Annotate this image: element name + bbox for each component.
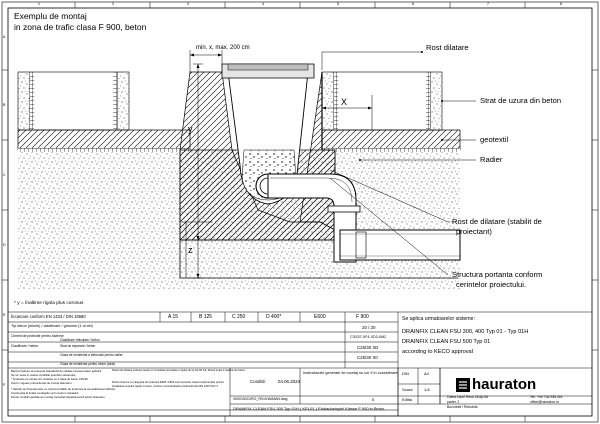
phone: Tel.: +40 744 935 301 <box>530 395 563 399</box>
frame-letter-a: A <box>3 35 6 39</box>
class-c250: C 250 <box>232 314 246 320</box>
table-load-class-header: Încarcare conform EN 1433 / DIN 19580 <box>11 314 86 319</box>
f900-thickness: 20 / 20 <box>362 325 376 330</box>
callout-geotextil: geotextil <box>480 135 509 144</box>
table-separation-row: Strat de separare / beton <box>60 344 96 348</box>
system-1: DRAINFIX CLEAN FSU 300, 400 Typ 01 - Typ 01H <box>402 329 529 335</box>
edition-label: Editia <box>402 397 413 402</box>
f900-concrete: C30/37-XF4-XD3-XM2 <box>350 335 387 339</box>
note-right-1: Rostul de dilatare trebuie prevazut în imediata vecinatate a rigolei de tip SA F8 Gb. Rostul poate fi realizat din beton. <box>112 369 246 372</box>
hauraton-logo <box>456 378 470 392</box>
frame-letter-b: B <box>3 103 6 107</box>
email: office@hauraton.ro <box>530 400 559 404</box>
scale-label: Scara <box>402 387 413 392</box>
class-d400: D 400* <box>266 314 282 320</box>
class-e600: E600 <box>314 314 326 320</box>
drawing-number: 000015/01/RO_R01/HAIMAN.dwg <box>233 397 288 401</box>
note-right-3: încadrarea corpului rigolei în beton, conform recomandarilor producatorului DIN 1200 FSU 4. <box>112 385 219 388</box>
f900-layer: C25/30 X0 <box>357 355 378 360</box>
table-classification-row: Clasificare / beton <box>11 344 39 348</box>
frame-number-8: 8 <box>560 2 562 6</box>
drawing-title-line-2: in zona de trafic clasa F 900, beton <box>14 22 147 32</box>
callout-strat-uzura: Strat de uzura din beton <box>480 96 562 105</box>
brand-name: hauraton <box>472 376 537 393</box>
footer-title: DRAINFIX CLEAN FSU 300 Typ 01H ( KEL01 ) Einbaubeispiel Klasse F 900 in Beton <box>233 406 385 411</box>
note-left-5: * Valorile de dimensionare nu includ conditiile de încarcare la semnalizarea traficului. <box>11 387 116 391</box>
note-left-1: Betonul trebuie sa respecte standardul de calitate corespunzator aplicarii. <box>11 369 102 373</box>
drawing-title-line-1: Exemplu de montaj <box>14 11 87 21</box>
din-label: DIN <box>402 371 409 376</box>
class-b125: B 125 <box>199 314 213 320</box>
frame-letter-d: D <box>3 243 6 247</box>
address-line-2: parter, 2 <box>447 400 460 404</box>
note-left-6: Constructia la finalul montajului va fi conform standard. <box>11 391 79 395</box>
callout-rost-stabilit-line-2: proiectant) <box>456 227 492 236</box>
callout-radier: Radier <box>480 155 503 164</box>
frame-number-7: 7 <box>487 2 489 6</box>
condition-label: Conditii: <box>250 379 266 384</box>
frame-number-1: 1 <box>38 2 40 6</box>
f900-radier: C25/30 XD <box>357 345 379 350</box>
callout-rost-dilatare: Rost dilatare <box>426 43 469 52</box>
frame-letter-f: F <box>3 383 6 387</box>
address-line-1: Calea Lacul Rosu 18 Ap.55 <box>447 395 489 399</box>
footnote: * y = înaltime rigola plus coronus <box>14 301 84 306</box>
note-left-4: Sunt în vigoare instructiunile de montaj Hauraton. <box>11 381 73 385</box>
instructions-note: Instructiunile generale de montaj nu vor fi în considerare <box>303 371 398 375</box>
class-f900: F 900 <box>356 314 369 320</box>
table-layer-class-row: Clasa de rezistenta pentru beton (strat) <box>60 362 116 366</box>
date-value: 04.06.2024 <box>278 379 300 384</box>
table-reticulation-row: Clasificare reticulare / beton <box>60 338 100 342</box>
dimension-y-label: y <box>188 124 193 134</box>
table-concrete-row: Tip beton (minim) / clasificare / grosime (1 al cel) <box>11 324 93 328</box>
class-a15: A 15 <box>168 314 179 320</box>
callout-rost-stabilit-line-1: Rost de dilatare (stabilit de <box>452 217 542 226</box>
frame-number-4: 4 <box>262 2 264 6</box>
scale-value: 1:8 <box>424 387 430 392</box>
frame-letter-e: E <box>3 313 6 317</box>
table-cement-row: Ciment de protectie pentru sisteme <box>11 334 64 338</box>
frame-number-5: 5 <box>337 2 339 6</box>
cross-section-drawing <box>18 50 476 290</box>
system-2: DRAINFIX CLEAN FSU 500 Typ 01 <box>402 339 491 345</box>
system-3: according to KECO approval <box>402 349 473 355</box>
frame-number-3: 3 <box>187 2 189 6</box>
address-line-3: Bucuresti / Romania <box>447 405 478 409</box>
note-left-2: Se vor avea în vedere conditiile specifice santierului. <box>11 373 76 377</box>
systems-label: Se aplica urmatoarelor sisteme: <box>402 316 475 322</box>
callout-structura-line-2: cerintelor proiectului. <box>456 280 527 289</box>
table-radier-class-row: Clasa de rezistenta a betonului pentru radier <box>60 353 123 357</box>
dimension-x-label: X <box>341 97 348 107</box>
sheet-number: 5 <box>372 397 375 402</box>
note-right-2: Pentru sisteme cu categoria de încarcare E600 / F900 sunt necesare masuri suplimentare privind <box>112 381 224 384</box>
note-left-3: * Încarcare pe oricare din variante cu 4 clasa de beton C25/30. <box>11 377 89 381</box>
note-left-7: Pentru conditii speciale de montaj consultati departamentul tehnic Hauraton. <box>11 395 106 399</box>
min-max-dimension-label: min. x, max. 200 cm <box>196 45 250 51</box>
callout-structura-line-1: Structura portanta conform <box>452 270 543 279</box>
frame-letter-c: C <box>3 173 6 177</box>
dimension-z-label: z <box>188 245 193 255</box>
frame-number-2: 2 <box>112 2 114 6</box>
format-value: A4 <box>424 371 429 376</box>
frame-number-6: 6 <box>412 2 414 6</box>
